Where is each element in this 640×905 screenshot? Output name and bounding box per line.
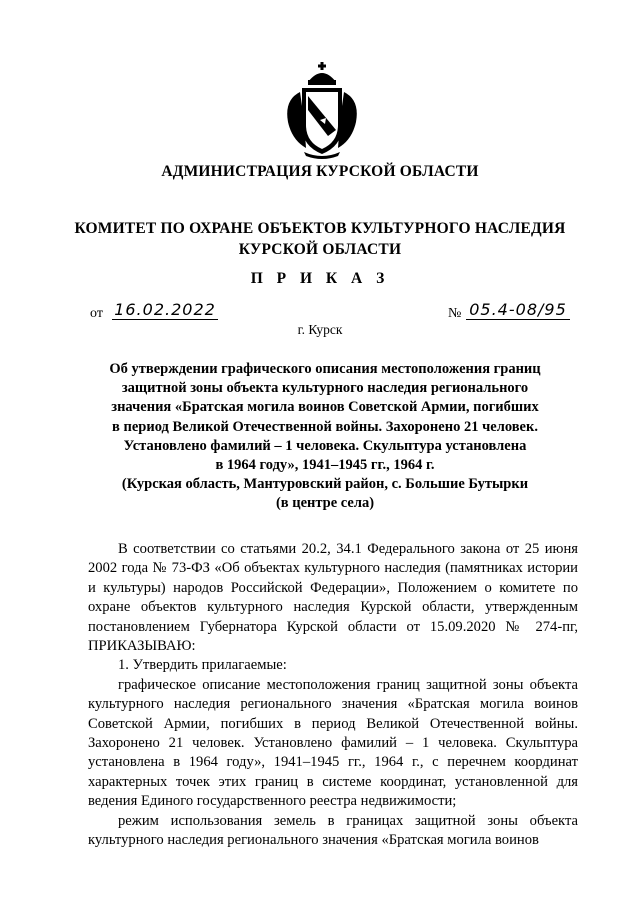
subject-line: Установлено фамилий – 1 человека. Скульптура установлена [123,437,527,454]
order-body [88,540,578,851]
body-paragraph: В соответствии со статьями 20.2, 34.1 Федерального закона от 25 июня 2002 года № 73-ФЗ «Об объектах культурного наследия (памятниках истории и культуры) народов Российской Федерации», Положением о комитете по охране объектов культурного наследия Курской области, утвержденным постановлением Губернатора Курской области от 15.09.2020 № 274-пг, ПРИКАЗЫВАЮ: [88,541,578,655]
city-label: г. Курск [297,322,343,337]
body-paragraph: 1. Утвердить прилагаемые: [118,657,287,674]
order-subject [95,360,555,514]
order-date: 16.02.2022 [112,300,218,320]
committee-title-line: КУРСКОЙ ОБЛАСТИ [238,241,402,258]
order-number: 05.4-08/95 [466,300,570,320]
subject-line: (Курская область, Мантуровский район, с. Большие Бутырки [121,476,529,493]
administration-title: АДМИНИСТРАЦИЯ КУРСКОЙ ОБЛАСТИ [161,163,479,180]
date-label: от [90,306,103,321]
committee-title [0,218,640,260]
subject-line: значения «Братская могила воинов Советской Армии, погибших [111,399,539,416]
subject-line: в 1964 году», 1941–1945 гг., 1964 г. [215,457,435,474]
subject-line: Об утверждении графического описания местоположения границ [109,361,541,377]
body-paragraph: графическое описание местоположения границ защитной зоны объекта культурного наследия регионального значения «Братская могила воинов Советской Армии, погибших в период Великой Отечественной войны. Захоронено 21 человек. Установлено фамилий – 1 человека. Скульптура установлена в 1964 году», 1941–1945 гг., 1964 г., с перечнем координат характерных точек этих границ в системе координат, установленной для ведения Единого государственного реестра недвижимости; [88,676,578,810]
order-title: П Р И К А З [250,270,390,287]
subject-line: в период Великой Отечественной войны. Захоронено 21 человек. [112,418,538,435]
body-paragraph: режим использования земель в границах защитной зоны объекта культурного наследия регионального значения «Братская могила воинов [88,812,578,849]
subject-line: защитной зоны объекта культурного наследия регионального [121,380,529,397]
coat-of-arms-icon [282,60,362,160]
subject-line: (в центре села) [275,495,375,512]
number-label: № [448,306,462,321]
committee-title-line: КОМИТЕТ ПО ОХРАНЕ ОБЪЕКТОВ КУЛЬТУРНОГО НАСЛЕДИЯ [74,220,566,237]
